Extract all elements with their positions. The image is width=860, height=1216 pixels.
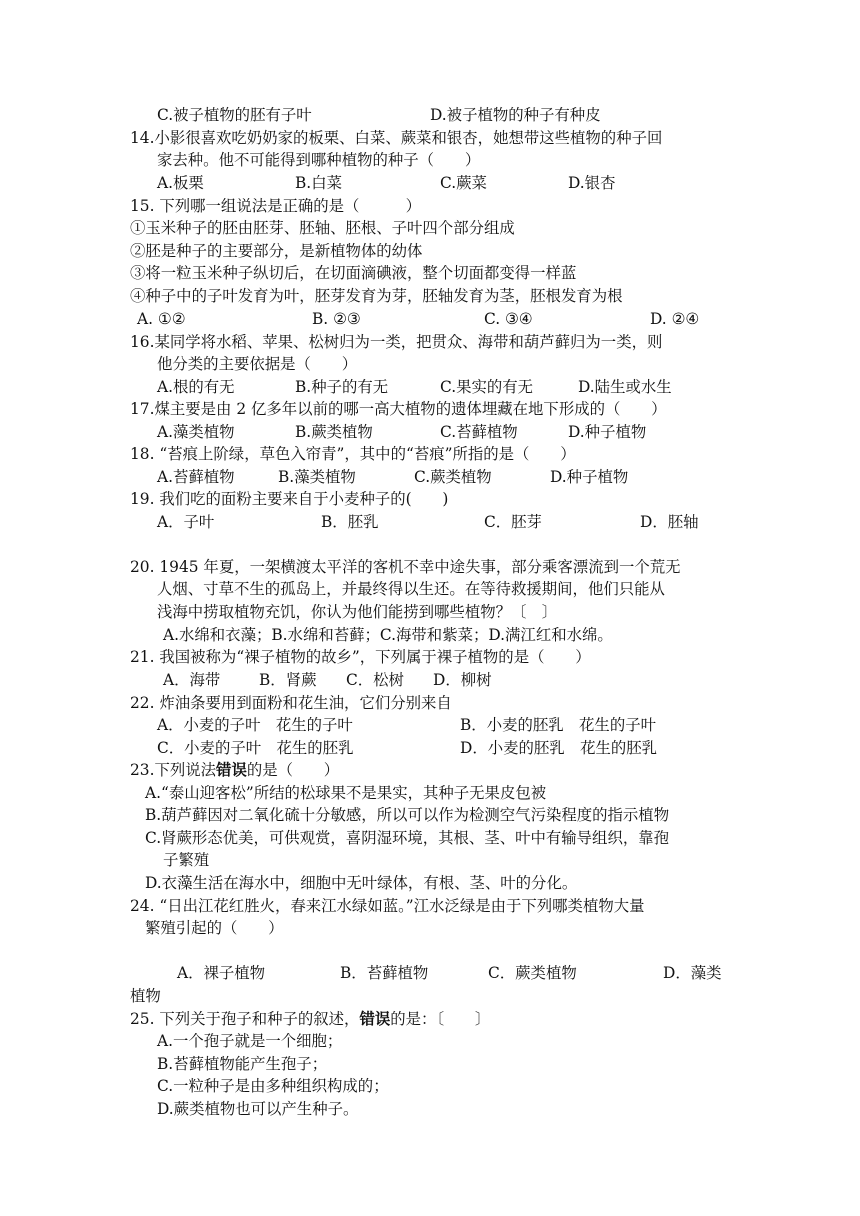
q20-stem-line1: 20. 1945 年夏，一架横渡太平洋的客机不幸中途失事，部分乘客漂流到一个荒无 (130, 558, 681, 576)
q22-option-c: C．小麦的子叶 花生的胚乳 (157, 739, 354, 757)
q19-stem: 19. 我们吃的面粉主要来自于小麦种子的( ) (130, 490, 449, 508)
q18-option-b: B.藻类植物 (278, 468, 356, 486)
q24-option-b: B．苔藓植物 (340, 964, 429, 982)
q20-stem-line2: 人烟、寸草不生的孤岛上，并最终得以生还。在等待救援期间，他们只能从 (157, 580, 665, 598)
q23-stem-post: 的是（ ） (246, 761, 340, 779)
q16-option-b: B.种子的有无 (295, 378, 389, 396)
q20-options: A.水绵和衣藻；B.水绵和苔藓；C.海带和紫菜；D.满江红和水绵。 (163, 626, 613, 644)
q15-option-c: C. ③④ (484, 310, 533, 328)
q23-option-d: D.衣藻生活在海水中，细胞中无叶绿体，有根、茎、叶的分化。 (145, 874, 578, 892)
q24-option-a: A．裸子植物 (177, 964, 266, 982)
q18-stem: 18. “苔痕上阶绿，草色入帘青”，其中的“苔痕”所指的是（ ） (130, 445, 576, 463)
q15-option-d: D. ②④ (650, 310, 700, 328)
q25-option-c: C.一粒种子是由多种组织构成的； (157, 1077, 389, 1095)
q18-option-a: A.苔藓植物 (157, 468, 235, 486)
q21-option-a: A．海带 (163, 671, 221, 689)
q18-option-d: D.种子植物 (550, 468, 629, 486)
q15-option-a: A. ①② (137, 310, 186, 328)
q25-stem-emphasis: 错误 (359, 1010, 391, 1028)
q17-stem: 17.煤主要是由 2 亿多年以前的哪一高大植物的遗体埋藏在地下形成的（ ） (130, 400, 667, 418)
q15-option-b: B. ②③ (312, 310, 361, 328)
q21-stem: 21. 我国被称为“裸子植物的故乡”，下列属于裸子植物的是（ ） (130, 648, 591, 666)
q24-stem-line2: 繁殖引起的（ ） (145, 919, 284, 937)
q15-statement-3: ③将一粒玉米种子纵切后，在切面滴碘液，整个切面都变得一样蓝 (130, 264, 577, 282)
q15-statement-4: ④种子中的子叶发育为叶，胚芽发育为芽，胚轴发育为茎，胚根发育为根 (130, 287, 623, 305)
q16-stem-line2: 他分类的主要依据是（ ） (157, 355, 358, 373)
q18-option-c: C.蕨类植物 (414, 468, 492, 486)
q23-option-c-line1: C.肾蕨形态优美，可供观赏，喜阴湿环境，其根、茎、叶中有输导组织，靠孢 (145, 829, 670, 847)
q17-option-a: A.藻类植物 (157, 423, 235, 441)
q15-stem: 15. 下列哪一组说法是正确的是（ ） (130, 197, 422, 215)
q25-option-b: B.苔藓植物能产生孢子； (157, 1055, 328, 1073)
q14-stem-line2: 家去种。他不可能得到哪种植物的种子（ ） (157, 151, 481, 169)
q16-option-d: D.陆生或水生 (578, 378, 672, 396)
q22-option-d: D．小麦的胚乳 花生的胚乳 (460, 739, 658, 757)
q14-option-b: B.白菜 (295, 174, 342, 192)
q22-option-b: B．小麦的胚乳 花生的子叶 (460, 716, 656, 734)
q25-option-d: D.蕨类植物也可以产生种子。 (157, 1100, 359, 1118)
q24-option-d-wrap: 植物 (130, 987, 161, 1005)
q15-statement-1: ①玉米种子的胚由胚芽、胚轴、胚根、子叶四个部分组成 (130, 219, 515, 237)
q14-option-d: D.银杏 (568, 174, 616, 192)
q23-option-b: B.葫芦藓因对二氧化硫十分敏感，所以可以作为检测空气污染程度的指示植物 (145, 806, 670, 824)
q13-option-d: D.被子植物的种子有种皮 (430, 106, 601, 124)
q25-stem-post: 的是：〔 〕 (390, 1010, 491, 1028)
q21-option-c: C．松树 (346, 671, 404, 689)
q21-option-d: D．柳树 (433, 671, 492, 689)
q25-option-a: A.一个孢子就是一个细胞； (157, 1032, 343, 1050)
q19-option-b: B．胚乳 (321, 513, 379, 531)
q24-stem-line1: 24. “日出江花红胜火，春来江水绿如蓝。”江水泛绿是由于下列哪类植物大量 (130, 897, 645, 915)
q13-option-c: C.被子植物的胚有子叶 (157, 106, 312, 124)
q16-option-a: A.根的有无 (157, 378, 235, 396)
q22-option-a: A．小麦的子叶 花生的子叶 (157, 716, 353, 734)
q14-option-c: C.蕨菜 (440, 174, 487, 192)
q20-stem-line3: 浅海中捞取植物充饥，你认为他们能捞到哪些植物？〔 〕 (157, 603, 558, 621)
q14-stem-line1: 14.小影很喜欢吃奶奶家的板栗、白菜、蕨菜和银杏，她想带这些植物的种子回 (130, 129, 663, 147)
q16-stem-line1: 16.某同学将水稻、苹果、松树归为一类，把贯众、海带和葫芦藓归为一类，则 (130, 333, 663, 351)
q19-option-c: C．胚芽 (484, 513, 542, 531)
q15-statement-2: ②胚是种子的主要部分，是新植物体的幼体 (130, 242, 423, 260)
q14-option-a: A.板栗 (157, 174, 204, 192)
q17-option-d: D.种子植物 (568, 423, 647, 441)
q24-option-d: D．藻类 (663, 964, 722, 982)
q25-stem (130, 1008, 490, 1031)
q23-stem-emphasis: 错误 (216, 761, 247, 779)
q23-option-a: A.“泰山迎客松”所结的松球果不是果实，其种子无果皮包被 (145, 784, 547, 802)
q25-stem-pre: 25. 下列关于孢子和种子的叙述， (130, 1010, 360, 1028)
q21-option-b: B．肾蕨 (259, 671, 317, 689)
q19-option-a: A．子叶 (157, 513, 215, 531)
q19-option-d: D．胚轴 (640, 513, 699, 531)
q23-stem-pre: 23.下列说法 (130, 761, 217, 779)
q16-option-c: C.果实的有无 (440, 378, 534, 396)
q23-option-c-line2: 子繁殖 (163, 851, 210, 869)
q17-option-c: C.苔藓植物 (440, 423, 518, 441)
q24-option-c: C．蕨类植物 (488, 964, 577, 982)
q17-option-b: B.蕨类植物 (295, 423, 373, 441)
q23-stem (130, 759, 339, 782)
q22-stem: 22. 炸油条要用到面粉和花生油，它们分别来自 (130, 694, 452, 712)
